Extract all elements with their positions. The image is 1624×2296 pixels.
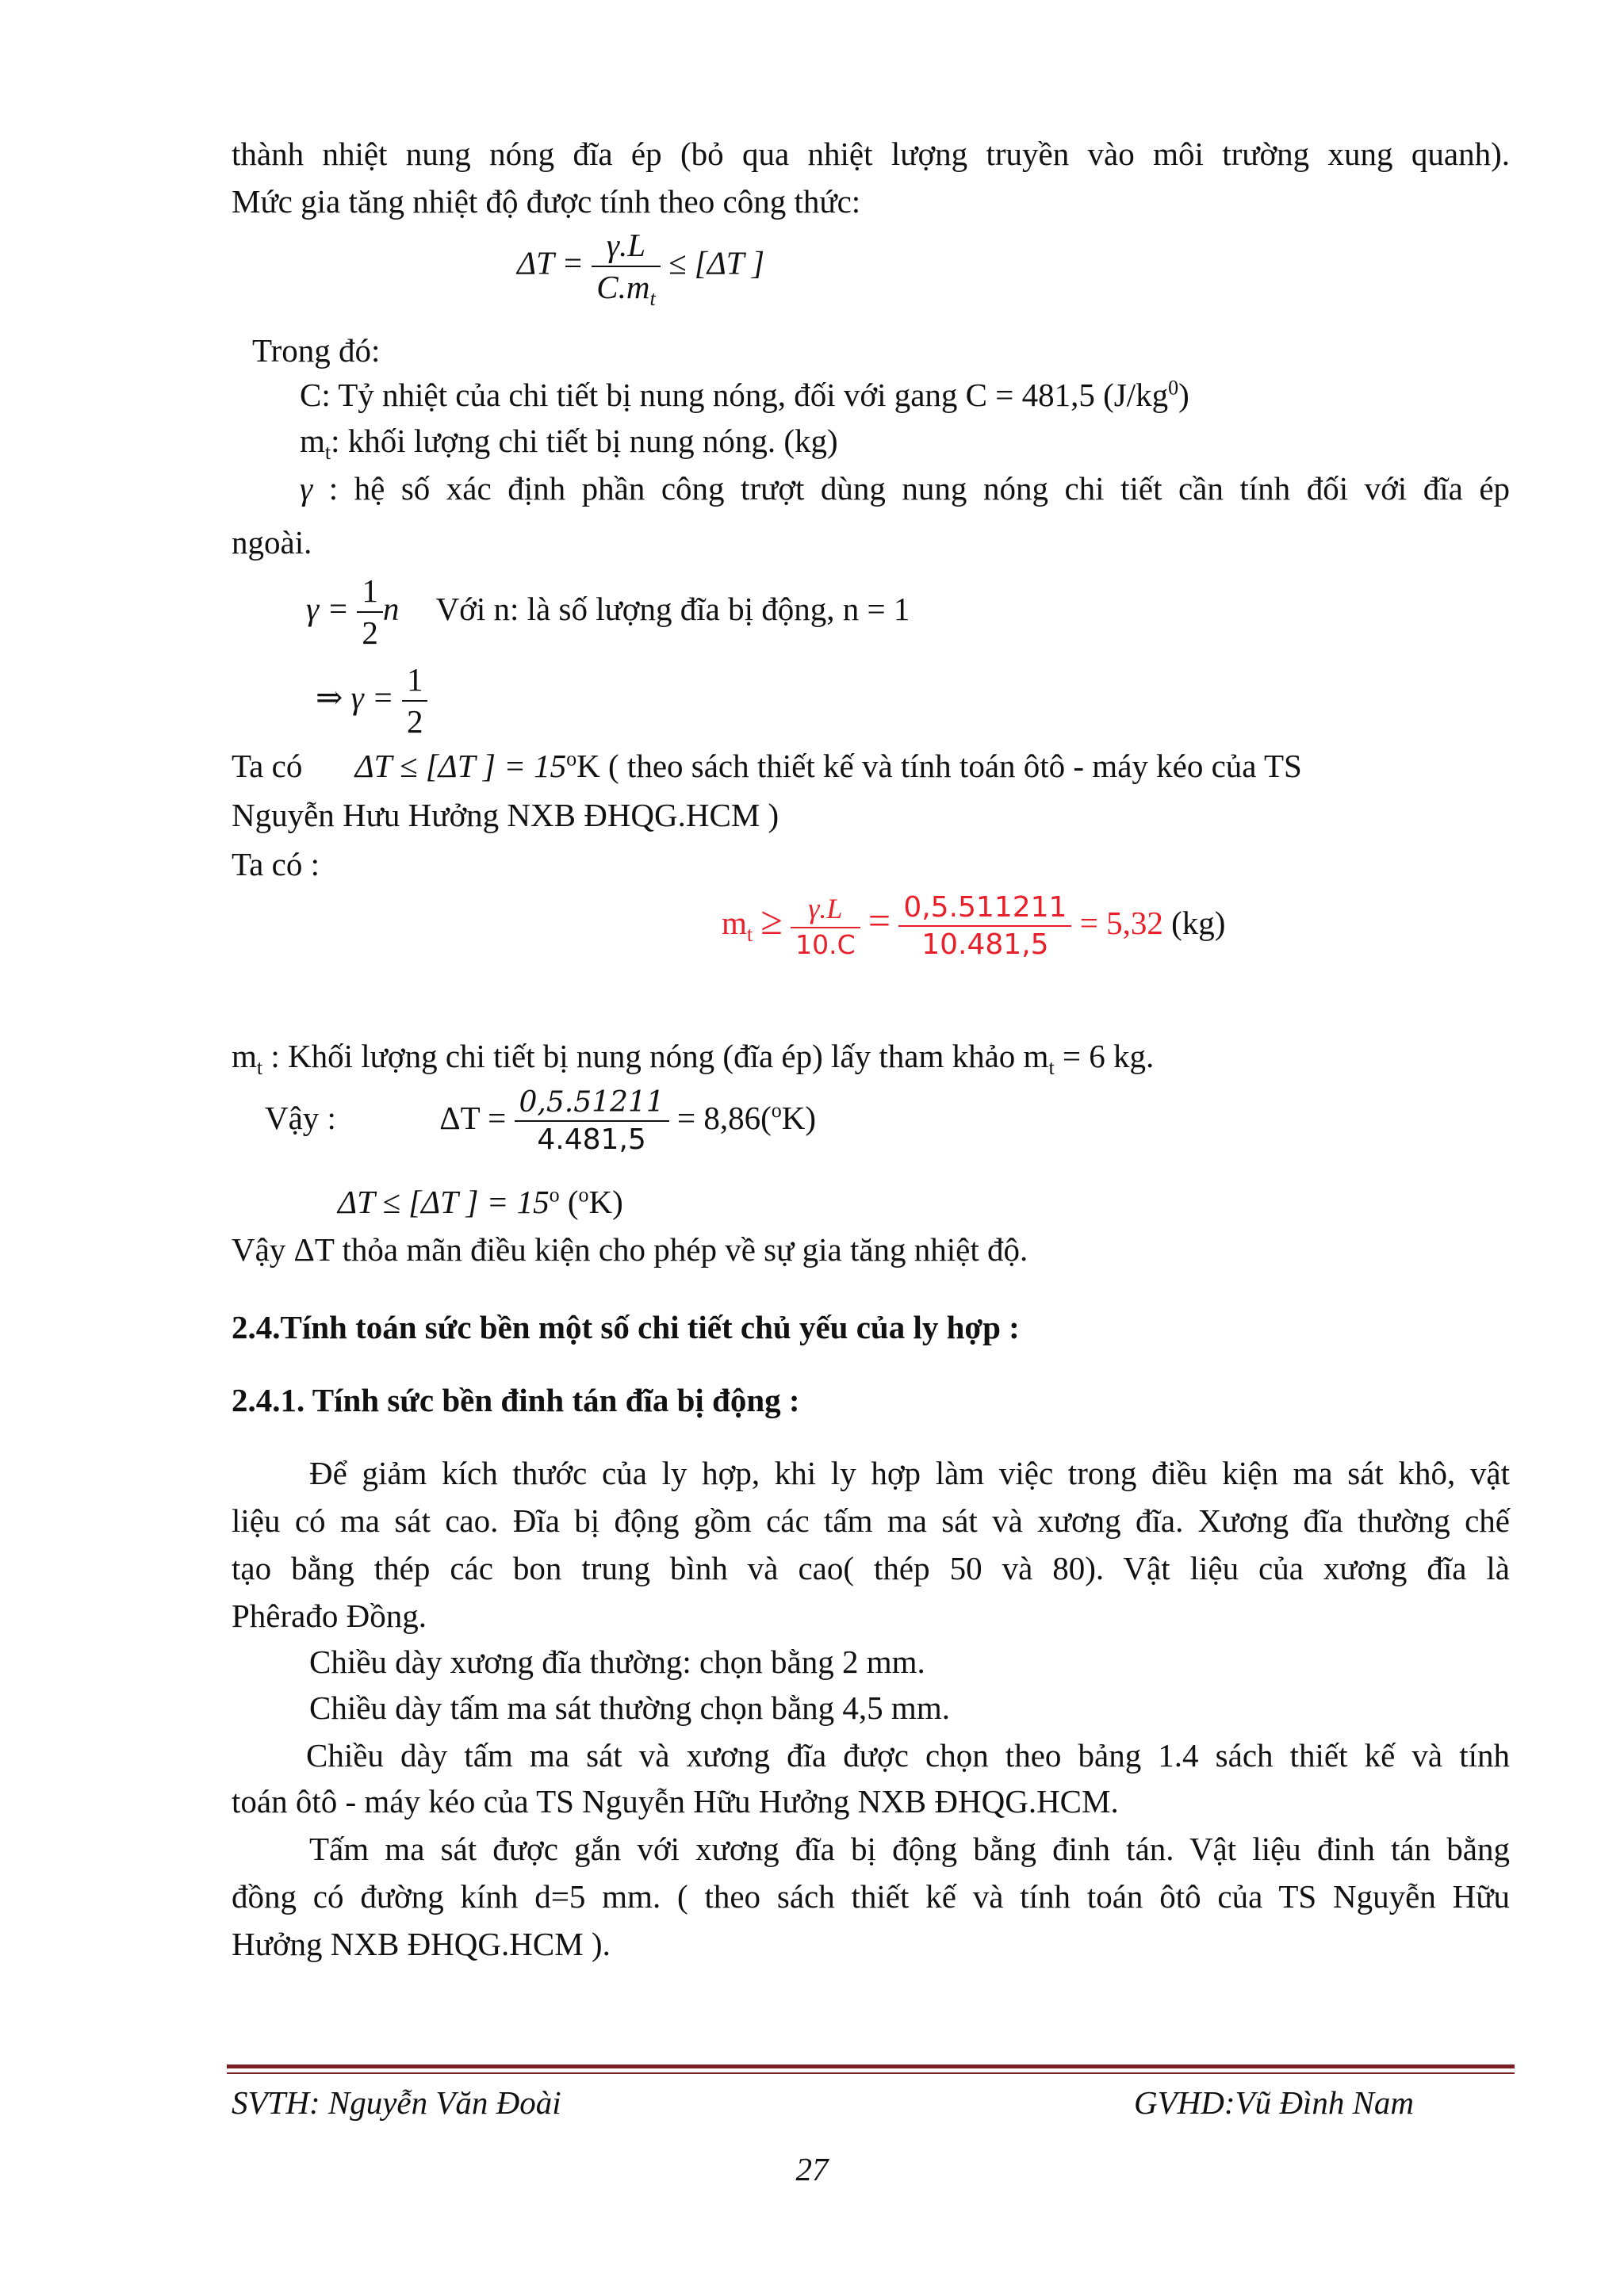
formula-equals: =	[868, 897, 891, 943]
formula-numerator-2: 0,5.511211	[898, 891, 1071, 927]
taco-ref: K ( theo sách thiết kế và tính toán ôtô - máy kéo của TS	[576, 748, 1302, 784]
formula-numerator-1: γ.L	[791, 893, 860, 928]
formula-mass	[722, 891, 1225, 962]
formula-fraction	[402, 661, 428, 740]
formula-unit: (kg)	[1171, 904, 1226, 941]
formula-numerator: 1	[402, 661, 428, 702]
formula-m-sub: t	[746, 922, 753, 946]
formula-denominator-2: 10.481,5	[921, 928, 1049, 962]
taco2-label: Ta có :	[232, 846, 320, 882]
formula-numerator: 1	[357, 572, 383, 613]
formula-gamma-result	[316, 661, 427, 740]
para-line: tạo bằng thép các bon trung bình và cao( thép 50 và 80). Vật liệu của xương đĩa là	[232, 1550, 1510, 1586]
formula-fraction-1	[791, 893, 860, 960]
section-heading: 2.4.Tính toán sức bền một số chi tiết chủ yếu của ly hợp :	[232, 1309, 1020, 1345]
c-sup: 0	[1168, 376, 1179, 400]
para-line: toán ôtô - máy kéo của TS Nguyễn Hữu Hưởng NXB ĐHQG.HCM.	[232, 1783, 1119, 1820]
where-gamma-cont: ngoài.	[232, 524, 312, 561]
taco-sup: o	[566, 747, 577, 771]
formula-denominator	[592, 267, 660, 311]
formula-note: Với n: là số lượng đĩa bị động, n = 1	[435, 590, 910, 627]
formula-denominator: 2	[362, 614, 378, 652]
ineq-sup1: o	[549, 1183, 560, 1207]
para-line: đồng có đường kính d=5 mm. ( theo sách thiết kế và tính toán ôtô của TS Nguyễn Hữu	[232, 1878, 1510, 1915]
mt-sub2: t	[1048, 1056, 1055, 1080]
footer-rule-thick	[227, 2064, 1515, 2068]
den-text: C.m	[596, 269, 650, 306]
c-text: C: Tỷ nhiệt của chi tiết bị nung nóng, đối với gang C = 481,5 (J/kg	[300, 377, 1169, 413]
conclusion: Vậy ΔT thỏa mãn điều kiện cho phép về sự gia tăng nhiệt độ.	[232, 1231, 1028, 1268]
para-line: Hưởng NXB ĐHQG.HCM ).	[232, 1926, 611, 1962]
mt-line	[232, 1034, 1510, 1078]
para-line: Tấm ma sát được gắn với xương đĩa bị động bằng đinh tán. Vật liệu đinh tán bằng	[309, 1831, 1510, 1867]
m-desc: : khối lượng chi tiết bị nung nóng. (kg)	[331, 423, 838, 459]
subsection-heading: 2.4.1. Tính sức bền đinh tán đĩa bị động :	[232, 1382, 800, 1418]
formula-lhs: γ =	[306, 590, 350, 627]
mt-m: m	[232, 1038, 257, 1074]
formula-rhs: ≤ [ΔT ]	[668, 244, 765, 281]
taco-label: Ta có	[232, 748, 303, 784]
formula-fraction-2	[898, 891, 1071, 962]
para-line: Chiều dày tấm ma sát và xương đĩa được chọn theo bảng 1.4 sách thiết kế và tính	[306, 1737, 1510, 1774]
where-gamma	[300, 466, 1510, 511]
formula-denominator-1: 10.C	[795, 929, 856, 961]
para-line: Để giảm kích thước của ly hợp, khi ly hợp làm việc trong điều kiện ma sát khô, vật	[309, 1455, 1510, 1491]
formula-lhs: ΔT =	[517, 244, 584, 281]
formula-geq: ≥	[760, 897, 783, 943]
where-m	[300, 419, 1510, 463]
c-close: )	[1178, 377, 1189, 413]
den-subscript: t	[649, 287, 656, 311]
gamma-desc: : hệ số xác định phần công trượt dùng nung nóng chi tiết cần tính đối với đĩa ép	[328, 470, 1511, 507]
where-title: Trong đó:	[252, 332, 381, 369]
formula-fraction	[357, 572, 383, 652]
formula-m: m	[722, 904, 747, 941]
where-c	[300, 373, 1510, 417]
formula-result: = 8,86(	[676, 1099, 772, 1136]
formula-delta-t-calc	[265, 1086, 816, 1157]
formula-lhs: ⇒ γ =	[316, 679, 394, 716]
m-text: m	[300, 423, 325, 459]
para-line: liệu có ma sát cao. Đĩa bị động gồm các tấm ma sát và xương đĩa. Xương đĩa thường chế	[232, 1502, 1510, 1539]
formula-fraction	[592, 227, 660, 311]
formula-denominator: 4.481,5	[537, 1123, 646, 1157]
formula-lhs: ΔT =	[439, 1099, 507, 1136]
footer-advisor: GVHD:Vũ Đình Nam	[1134, 2084, 1415, 2121]
para-line: Mức gia tăng nhiệt độ được tính theo công thức:	[232, 183, 861, 220]
formula-delta-t	[517, 227, 765, 311]
formula-gamma	[306, 572, 910, 652]
mt-text: : Khối lượng chi tiết bị nung nóng (đĩa ép) lấy tham khảo m	[262, 1038, 1049, 1074]
para-line: Phêrađo Đồng.	[232, 1598, 427, 1634]
page-number: 27	[795, 2151, 829, 2187]
formula-inequality	[338, 1180, 1616, 1224]
ineq-sup2: o	[578, 1183, 589, 1207]
para-line: thành nhiệt nung nóng đĩa ép (bỏ qua nhiệt lượng truyền vào môi trường xung quanh).	[232, 136, 1510, 172]
formula-var: n	[382, 590, 400, 627]
footer-rule-thin	[227, 2072, 1515, 2074]
footer-student: SVTH: Nguyễn Văn Đoài	[232, 2084, 561, 2121]
para-line: Chiều dày xương đĩa thường: chọn bằng 2 mm.	[309, 1644, 925, 1680]
ineq-text: ΔT ≤ [ΔT ] = 15	[338, 1184, 550, 1220]
formula-denominator: 2	[406, 703, 423, 740]
formula-fraction	[515, 1086, 669, 1157]
formula-numerator: γ.L	[592, 227, 660, 267]
ineq-open: (	[559, 1184, 579, 1220]
gamma-symbol: γ	[300, 470, 313, 507]
para-line: Chiều dày tấm ma sát thường chọn bằng 4,5 mm.	[309, 1689, 950, 1726]
ineq-unit: K)	[588, 1184, 623, 1220]
formula-result: = 5,32	[1079, 904, 1163, 941]
formula-result-unit: K)	[781, 1099, 817, 1136]
formula-numerator	[515, 1086, 669, 1122]
numerator-text: 0,5.51211	[519, 1086, 665, 1119]
mt-value: = 6 kg.	[1054, 1038, 1155, 1074]
taco-ineq: ΔT ≤ [ΔT ] = 15	[354, 748, 567, 784]
taco-line-cont: Nguyễn Hưu Hưởng NXB ĐHQG.HCM )	[232, 797, 779, 833]
formula-result-sup: o	[771, 1099, 782, 1123]
formula-lead: Vậy :	[265, 1099, 336, 1136]
taco-line	[232, 744, 1510, 788]
m-sub: t	[324, 441, 331, 465]
mt-sub: t	[256, 1056, 263, 1080]
